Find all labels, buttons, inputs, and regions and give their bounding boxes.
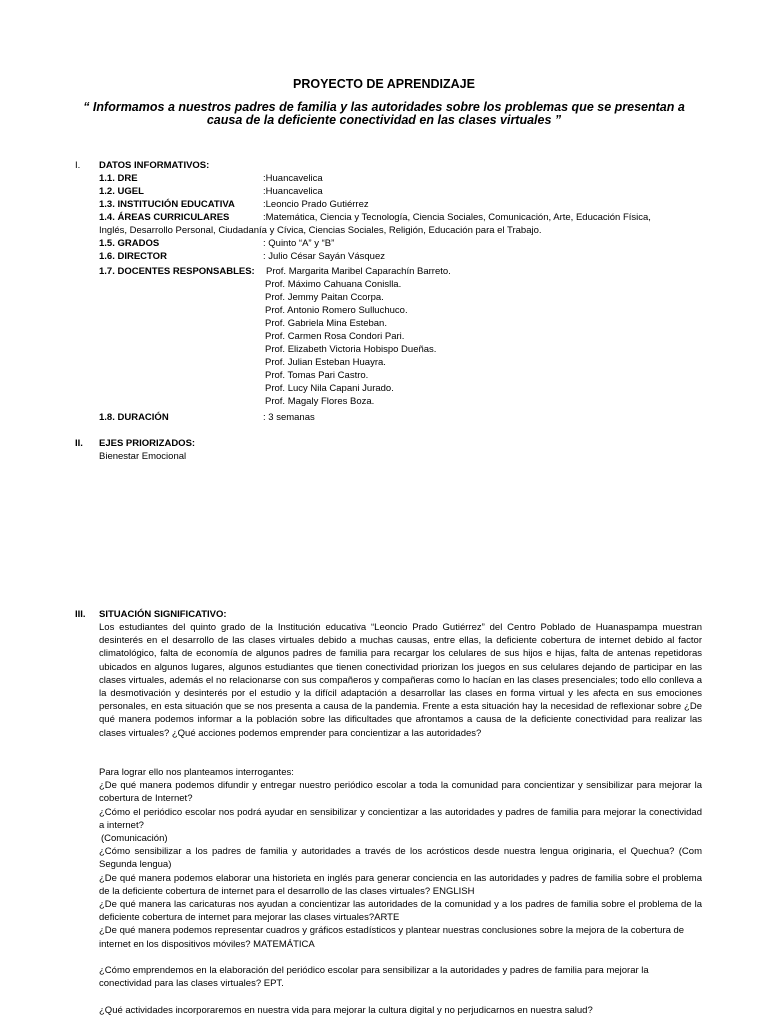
page-title: PROYECTO DE APRENDIZAJE	[293, 77, 475, 91]
docente-item: Prof. Tomas Pari Castro.	[265, 370, 369, 381]
docente-item: Prof. Elizabeth Victoria Hobispo Dueñas.	[265, 344, 437, 355]
grados-label: 1.5. GRADOS	[99, 238, 160, 249]
section-1-number: I.	[75, 160, 81, 171]
areas-label: 1.4. ÁREAS CURRICULARES	[99, 212, 230, 223]
institucion-value: :Leoncio Prado Gutiérrez	[263, 199, 369, 210]
duracion-label: 1.8. DURACIÓN	[99, 412, 169, 423]
section-1-heading: DATOS INFORMATIVOS:	[99, 160, 210, 171]
situacion-paragraph: Los estudiantes del quinto grado de la Institución educativa “Leoncio Prado Gutiérrez” del Centro Poblado de Huanaspampa muestran desinterés en el desarrollo de las clases virtuales debido a muchas causas, entre ellas, la deficiente cobertura de internet debido al factor climatológico, falta de economía de algunos padres de familia para recargar los celulares de sus hijos e hijas, falta de antenas repetidoras ubicados en algunos lugares, algunos estudiantes que tienen conectividad priorizan los juegos en sus celulares dejando de participar en las clases virtuales, además el no relacionarse con sus compañeros y compañeras como lo hacían en las clases presenciales; todo ello conlleva a la desmotivación y desinterés por el estudio y la difícil adaptación a desarrollar las clases en forma virtual y les afecta en sus emociones personales, en esta situación que se nos presenta a causa de la pandemia. Frente a esta situación hay la necesidad de reflexionar sobre ¿De qué manera podemos informar a la población sobre las dificultades que afrontamos a causa de la deficiente conectividad para realizar las clases virtuales? ¿Qué acciones podemos emprender para concientizar a las autoridades?	[99, 622, 702, 739]
ejes-text: Bienestar Emocional	[99, 451, 187, 462]
areas-value-line2: Inglés, Desarrollo Personal, Ciudadanía y Cívica, Ciencias Sociales, Religión, Educación para el Trabajo.	[99, 225, 542, 236]
docente-item: Prof. Julian Esteban Huayra.	[265, 357, 386, 368]
dre-label: 1.1. DRE	[99, 173, 138, 184]
question-ept: ¿Cómo emprendemos en la elaboración del periódico escolar para sensibilizar a la autoridades y padres de familia para mejorar la conectividad para las clases virtuales? EPT.	[99, 965, 649, 990]
question-item: ¿Cómo el periódico escolar nos podrá ayudar en sensibilizar y concientizar a las autoridades y padres de familia para mejorar la conectividad a internet?	[99, 806, 702, 831]
question-item: ¿De qué manera podemos representar cuadros y gráficos estadísticos y plantear nuestras conclusiones sobre la mejora de la cobertura de internet en los dispositivos móviles? MATEMÁTICA	[99, 925, 685, 950]
institucion-label: 1.3. INSTITUCIÓN EDUCATIVA	[99, 199, 235, 210]
duracion-value: : 3 semanas	[263, 412, 315, 423]
section-2-number: II.	[75, 438, 83, 449]
section-2-heading: EJES PRIORIZADOS:	[99, 438, 196, 449]
dre-value: :Huancavelica	[263, 173, 323, 184]
question-item: ¿De qué manera podemos difundir y entregar nuestro periódico escolar a toda la comunidad para concientizar y sensibilizar para mejorar la cobertura de Internet?	[99, 780, 702, 805]
question-item: ¿De qué manera las caricaturas nos ayudan a concientizar las autoridades de la comunidad y a los padres de familia sobre el problema de la deficiente cobertura de internet para mejorar las clases virtuales?ARTE	[99, 899, 702, 924]
question-item: (Comunicación)	[101, 833, 168, 845]
ugel-value: :Huancavelica	[263, 186, 323, 197]
docente-item: Prof. Antonio Romero Sulluchuco.	[265, 305, 408, 316]
question-item: ¿De qué manera podemos elaborar una historieta en inglés para generar conciencia en las autoridades y padres de familia sobre el problema de la deficiente cobertura de internet para el desarrollo de las clases virtuales? ENGLISH	[99, 872, 702, 897]
section-3-heading: SITUACIÓN SIGNIFICATIVO:	[99, 609, 227, 620]
section-3-number: III.	[75, 609, 86, 620]
docente-item: Prof. Máximo Cahuana Conislla.	[265, 279, 402, 290]
questions-block	[99, 766, 702, 951]
docentes-label: 1.7. DOCENTES RESPONSABLES:	[99, 266, 255, 277]
docente-item: Prof. Margarita Maribel Caparachín Barreto.	[266, 266, 451, 277]
page-subtitle: “ Informamos a nuestros padres de familia y las autoridades sobre los problemas que se presentan a causa de la deficiente conectividad en las clases virtuales ”	[83, 100, 685, 127]
ugel-label: 1.2. UGEL	[99, 186, 144, 197]
docente-item: Prof. Gabriela Mina Esteban.	[265, 318, 387, 329]
question-last: ¿Qué actividades incorporaremos en nuestra vida para mejorar la cultura digital y no perjudicarnos en nuestra salud?	[99, 1005, 593, 1016]
docente-item: Prof. Lucy Nila Capani Jurado.	[265, 383, 394, 394]
docente-item: Prof. Jemmy Paitan Ccorpa.	[265, 292, 384, 303]
grados-value: : Quinto “A” y “B”	[263, 238, 335, 249]
questions-intro: Para lograr ello nos planteamos interrogantes:	[99, 767, 294, 778]
areas-value-line1: :Matemática, Ciencia y Tecnología, Ciencia Sociales, Comunicación, Arte, Educación Física,	[263, 212, 651, 223]
director-label: 1.6. DIRECTOR	[99, 251, 167, 262]
director-value: : Julio César Sayán Vásquez	[263, 251, 385, 262]
docente-item: Prof. Magaly Flores Boza.	[265, 396, 375, 407]
question-item: ¿Cómo sensibilizar a los padres de familia y autoridades a través de los acrósticos desde nuestra lengua originaria, el Quechua? (Com Segunda lengua)	[99, 846, 702, 871]
docente-item: Prof. Carmen Rosa Condori Pari.	[265, 331, 405, 342]
